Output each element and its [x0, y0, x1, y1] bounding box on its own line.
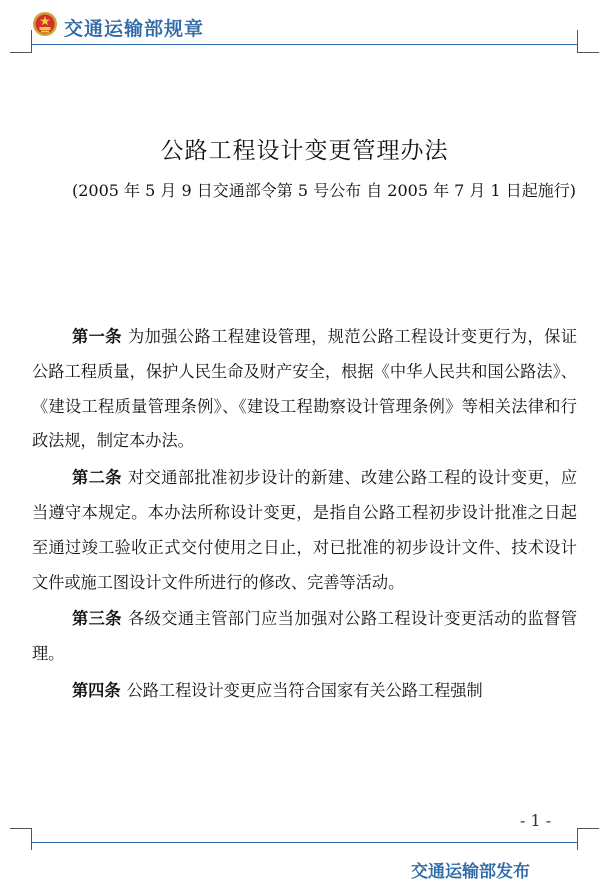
article-2	[32, 461, 577, 600]
page-number: - 1 -	[520, 811, 552, 830]
footer-rule	[32, 842, 577, 843]
crop-mark	[10, 52, 32, 53]
article-label: 第一条	[72, 327, 122, 346]
article-text: 各级交通主管部门应当加强对公路工程设计变更活动的监督管理。	[32, 609, 578, 664]
article-label: 第三条	[72, 609, 122, 629]
crop-mark	[577, 52, 599, 53]
document-title: 公路工程设计变更管理办法	[160, 138, 449, 164]
crop-mark	[31, 30, 32, 52]
crop-mark	[577, 30, 578, 52]
crop-mark	[577, 828, 578, 850]
article-label: 第四条	[72, 680, 121, 700]
page-header	[0, 0, 609, 56]
header-title: 交通运输部规章	[64, 18, 205, 40]
crop-mark	[10, 828, 32, 829]
crop-mark	[31, 828, 32, 850]
crop-mark	[577, 828, 599, 829]
national-emblem-icon	[32, 11, 58, 37]
footer-publisher: 交通运输部发布	[411, 862, 530, 882]
document-subtitle: (2005 年 5 月 9 日交通部令第 5 号公布 自 2005 年 7 月 1 日起施行)	[72, 181, 577, 200]
article-text: 对交通部批准初步设计的新建、改建公路工程的设计变更，应当遵守本规定。本办法所称设计变更，是指自公路工程初步设计批准之日起至通过竣工验收正式交付使用之日止，对已批准的初步设计文件、技术设计文件或施工图设计文件所进行的修改、完善等活动。	[32, 468, 578, 592]
header-rule	[32, 44, 577, 45]
article-label: 第二条	[72, 468, 122, 488]
article-1	[32, 320, 577, 459]
article-4	[32, 674, 577, 709]
article-text: 为加强公路工程建设管理，规范公路工程设计变更行为，保证公路工程质量，保护人民生命及财产安全，根据《中华人民共和国公路法》、《建设工程质量管理条例》、《建设工程勘察设计管理条例》等相关法律和行政法规，制定本办法。	[32, 327, 578, 451]
article-text: 公路工程设计变更应当符合国家有关公路工程强制	[126, 680, 483, 700]
document-body	[32, 320, 577, 711]
article-3	[32, 602, 577, 672]
